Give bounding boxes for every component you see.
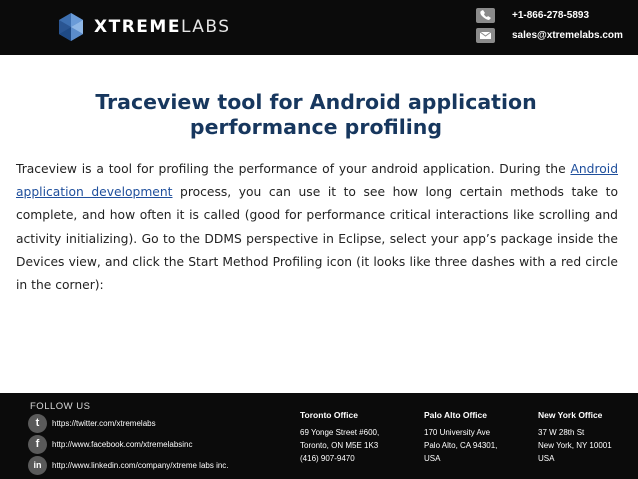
facebook-link[interactable]: http://www.facebook.com/xtremelabsinc [52,440,193,449]
office-address-line: 170 University Ave [424,428,491,437]
android-development-link[interactable]: Android application development [16,162,618,200]
palo-alto-office [424,409,497,465]
body-text-before-link: Traceview is a tool for profiling the performance of your android application. During the [16,162,571,176]
office-address-line: 37 W 28th St [538,428,585,437]
linkedin-link[interactable]: http://www.linkedin.com/company/xtreme labs inc. [52,461,229,470]
new-york-office [538,409,612,465]
office-name: Palo Alto Office [424,410,487,420]
phone-number[interactable]: +1-866-278-5893 [512,10,590,21]
facebook-icon[interactable]: f [28,435,47,454]
office-name: New York Office [538,410,603,420]
office-address-line: USA [424,454,441,463]
email-address[interactable]: sales@xtremelabs.com [512,30,623,41]
page-title [60,90,572,140]
office-address-line: USA [538,454,555,463]
toronto-office [300,409,379,465]
twitter-link[interactable]: https://twitter.com/xtremelabs [52,419,156,428]
office-phone: (416) 907-9470 [300,454,355,463]
body-text-after-link: process, you can use it to see how long certain methods take to complete, and how often it is called (good for performance critical interactions like scrolling and activity initializing). Go to the DDMS perspective in Eclipse, select your app’s package inside the Devices view, and click the Start Method Profiling icon (it looks like three dashes with a red circle in the corner): [16,185,618,293]
linkedin-icon[interactable]: in [28,456,47,475]
office-address-line: 69 Yonge Street #600, [300,428,380,437]
office-address-line: Toronto, ON M5E 1K3 [300,441,379,450]
globe-logo-icon [56,12,86,42]
brand-name-bold: XTREME [94,17,181,37]
office-address-line: Palo Alto, CA 94301, [424,441,498,450]
site-footer [0,393,638,479]
body-paragraph [16,158,618,297]
phone-icon [476,8,495,23]
mail-icon [476,28,495,43]
brand-name-light: LABS [180,17,231,37]
office-address-line: New York, NY 10001 [538,441,612,450]
title-line-2: performance profiling [189,115,443,139]
twitter-icon[interactable]: t [28,414,47,433]
follow-us-label: FOLLOW US [30,401,91,412]
title-line-1: Traceview tool for Android application [95,90,537,114]
site-header [0,0,638,55]
brand-logo-text[interactable] [94,17,231,37]
office-name: Toronto Office [300,410,358,420]
